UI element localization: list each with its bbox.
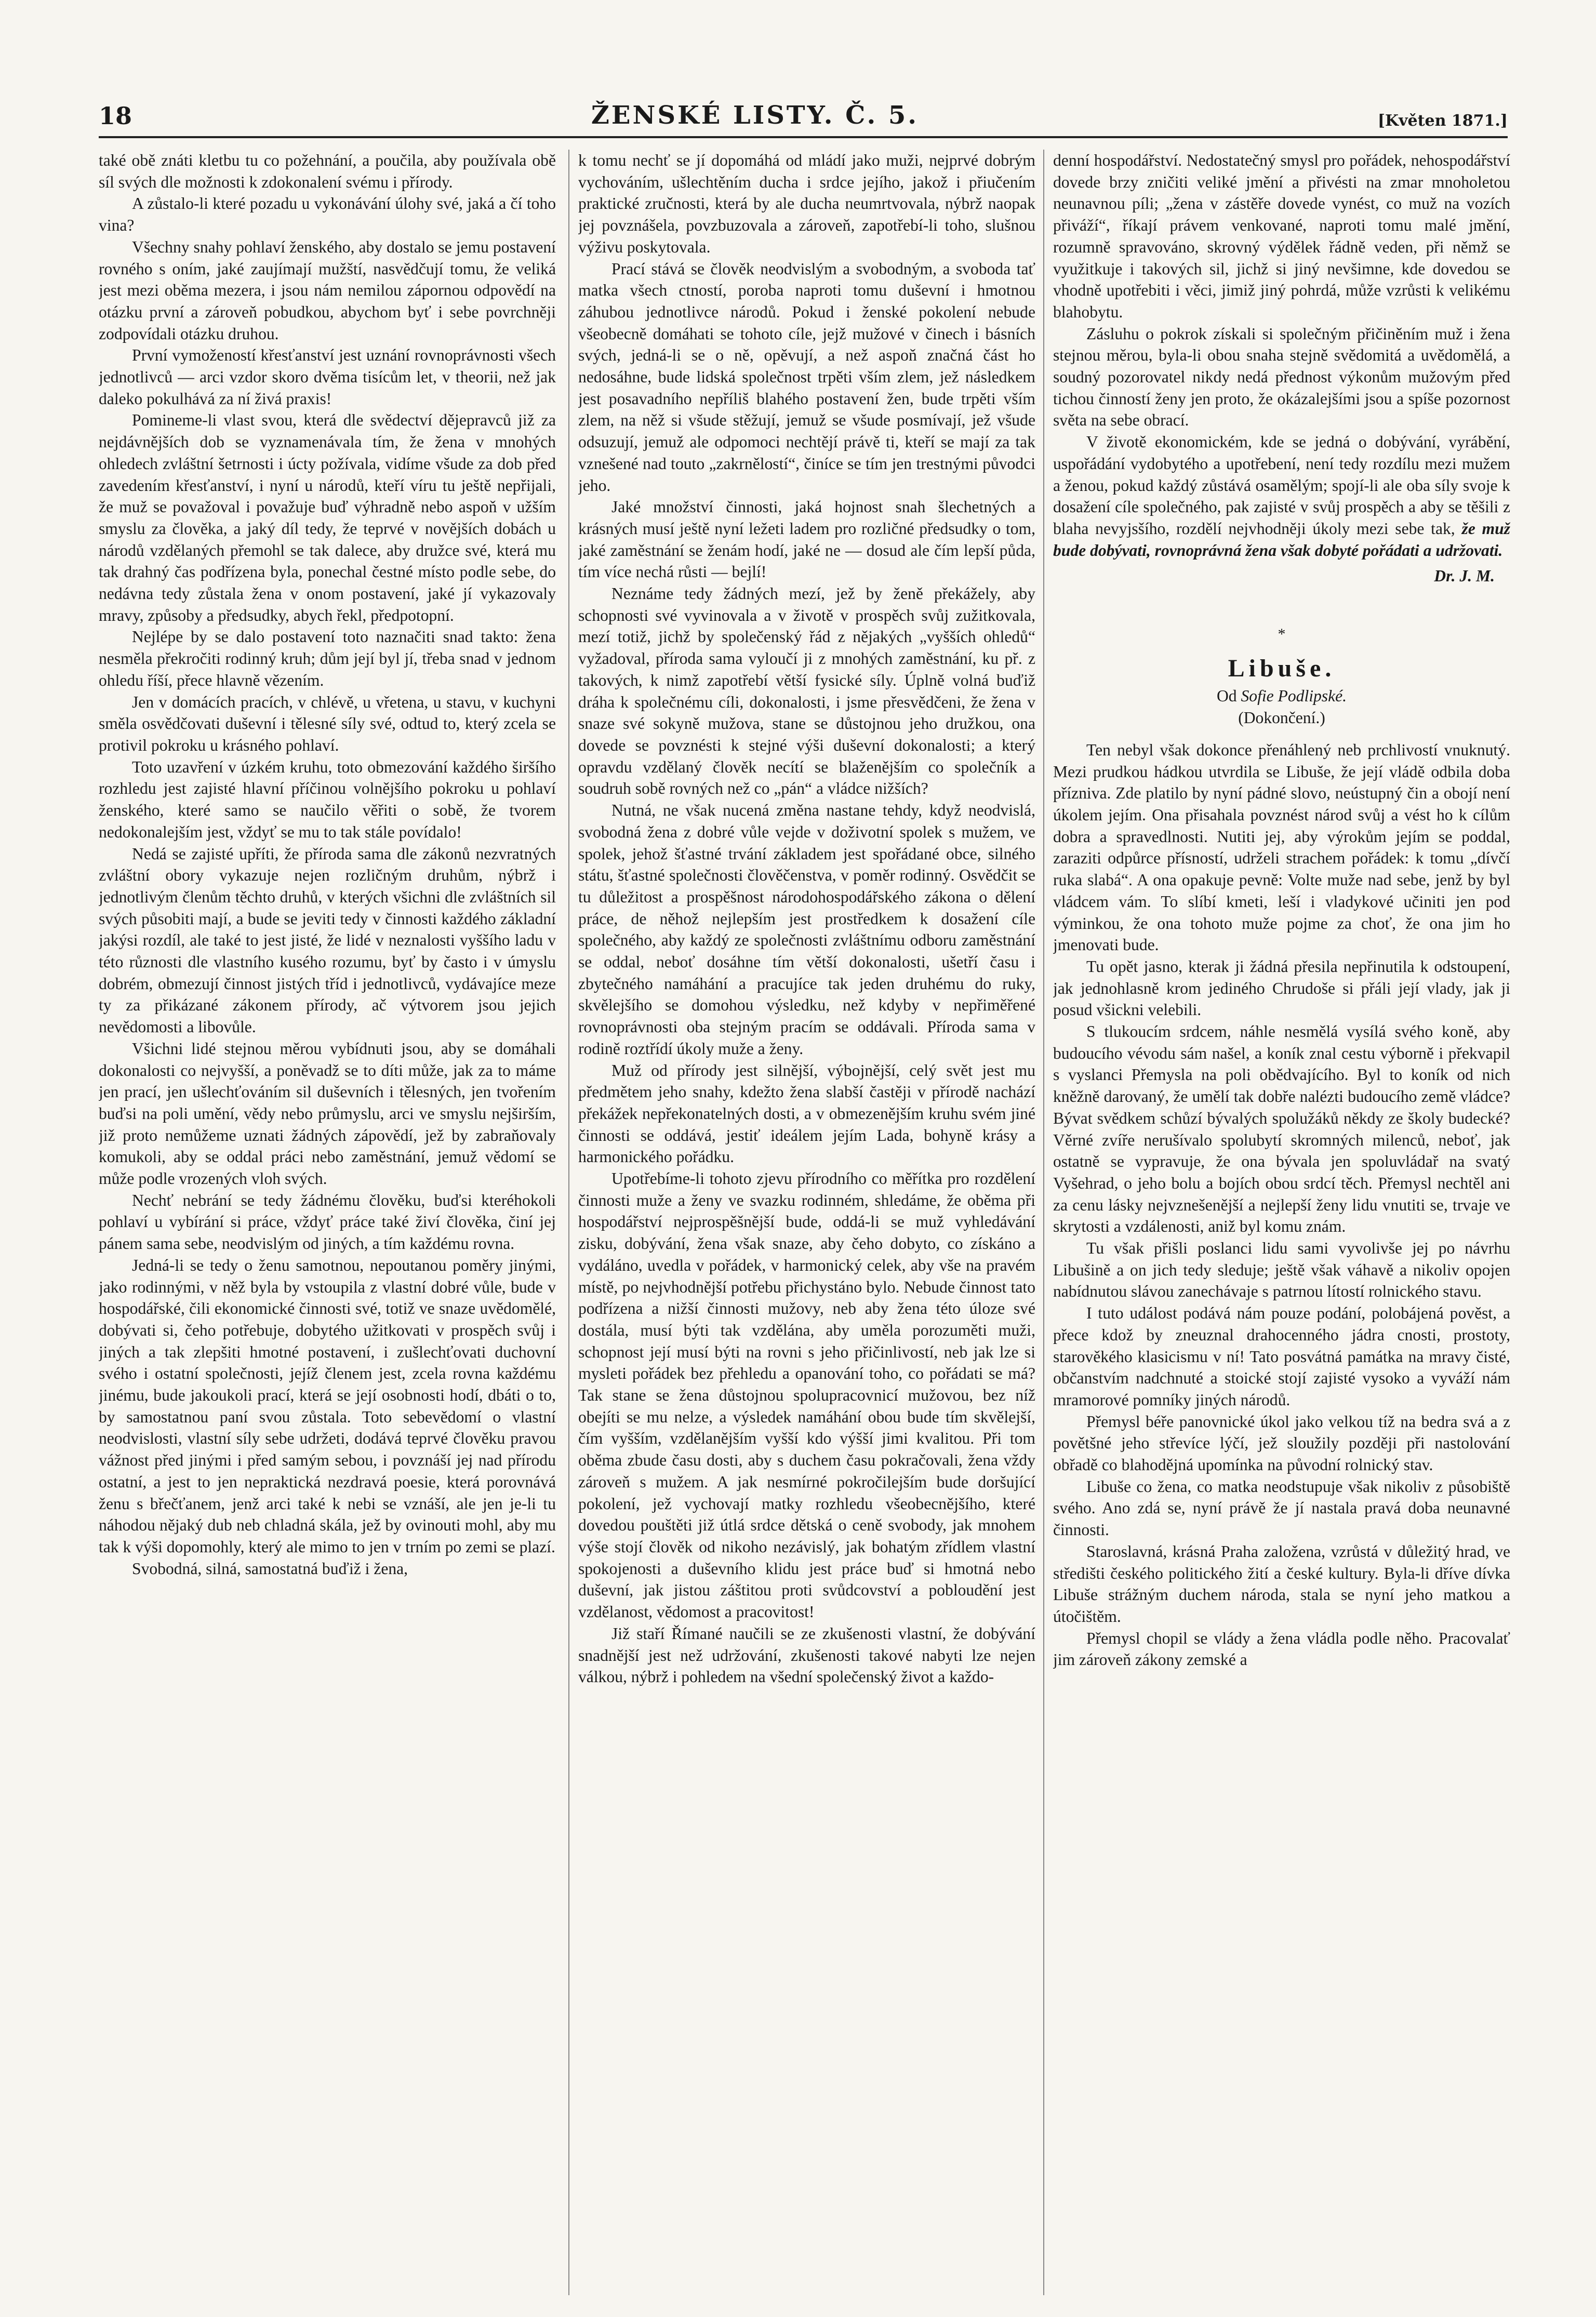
page-number: 18 [99, 102, 132, 130]
paragraph: Ten nebyl však dokonce přenáhlený neb prchlivostí vnuknutý. Mezi prudkou hádkou utvrdila se Libuše, že její vládě odbila doba přízniva. Zde platilo by nyní pádné slovo, neústupný čin a obojí není úkolem jejím. Ona přisahala povznést národ svůj a vést ho k cílům dobra a spravedlnosti. Nutiti jej, aby výrokům jejím se poddal, zaraziti odpůrce přísností, udrželi strachem pořádek: k tomu „dívčí ruka slabá“. A ona opakuje pevně: Volte muže nad sebe, jenž by byl vládcem vám. To slíbí kmeti, leší i vladykové učiniti jen pod výminkou, že ona tohoto muže pojme za choť, že ona jim ho jmenovati bude. [1053, 740, 1510, 954]
byline-author: Sofie Podlipské. [1241, 687, 1347, 705]
column-2 [578, 150, 1035, 2306]
column-divider [568, 150, 569, 2295]
journal-title: ŽENSKÉ LISTY. Č. 5. [591, 101, 919, 130]
paragraph: Neznáme tedy žádných mezí, jež by ženě překážely, aby schopnosti své vyvinovala a v životě v prospěch svůj zužitkovala, mezí totiž, jichž by společenský řád z nějakých „vyšších ohledů“ vyžadoval, příroda sama vyloučí ji z mnohých zaměstnání, ku př. z takových, k nimž zapotřebí větší fysické síly. Úplně volná buďiž dráha k společnému cíli, dokonalosti, i jsme přesvědčeni, že žena v snaze své sokyně mužova, stane se důstojnou jeho družkou, ona dovede se povznésti k stejné výši duševní dokonalosti; a který opravdu vzdělaný člověk necítí se blaženějším co společník a soudruh sobě rovných než co „pán“ a vládce nižších? [578, 584, 1035, 798]
paragraph: S tlukoucím srdcem, náhle nesmělá vysílá svého koně, aby budoucího vévodu sám našel, a koník znal cestu výborně i překvapil s vyslanci Přemysla na poli obědvajícího. Byl to koník od nich kněžně darovaný, že umělí tak dobře nalézti budoucího země vládce? Bývat svědkem schůzí bývalých spolužáků někdy ze školy budecké? Věrné zvíře nerušívalo spolubytí skromných milenců, neboť, jak ostatně se vypravuje, že ona bývala jen spoluvládař na svatý Vyšehrad, o jeho bolu a bojích obou srdcí těch. Přemysl nechtěl ani za cenu lásky nejvznešenější a nejlepší ženy lidu vnutiti se, trvaje ve skrytosti a vzdálenosti, aniž byl komu znám. [1053, 1022, 1510, 1236]
paragraph: Nejlépe by se dalo postavení toto naznačiti snad takto: žena nesměla překročiti rodinný kruh; dům její byl jí, třeba snad v jednom ohledu říší, přece hlavně vězením. [99, 628, 556, 689]
paragraph: Jen v domácích pracích, v chlévě, u vřetena, u stavu, v kuchyni směla osvědčovati duševní i tělesné síly své, odtud to, který zcela se protivil pokroku u krásného pohlaví. [99, 693, 556, 754]
paragraph: Nutná, ne však nucená změna nastane tehdy, když neodvislá, svobodná žena z dobré vůle vejde v doživotní spolek s mužem, ve spolek, jehož šťastné trvání základem jest spořádané obce, silného státu, šťastné společnosti člověčenstva, v poměr rodinný. Osvědčit se tu důležitost a prospěšnost národohospodářského zákona o dělení práce, de něhož nejlepším jest prostředkem k dosažení cíle společného, aby každý ze společnosti zvláštnímu odboru zaměstnání se oddal, neboť dosáhne tím větší dokonalosti, ušetří času i zbytečného namáhání a pracujíce tak jeden druhému do ruky, skvělejšího se domohou výsledku, než kdyby v nepřiměřené rovnoprávnosti oba stejným pracím se oddávali. Příroda sama v rodině roztřídí úkoly muže a ženy. [578, 801, 1035, 1058]
column-divider [1043, 150, 1044, 2295]
section-divider-star: * [1278, 625, 1286, 643]
paragraph: Nechť nebrání se tedy žádnému člověku, buďsi kteréhokoli pohlaví u vybírání si práce, vždyť práce také živí člověka, činí jej pánem sama sebe, neodvislým od jiných, a tím každému rovna. [99, 1191, 556, 1253]
page-header [99, 88, 1508, 130]
author-signature: Dr. J. M. [1434, 567, 1495, 585]
continuation-note: (Dokončení.) [1238, 709, 1325, 727]
paragraph: Staroslavná, krásná Praha založena, vzrůstá v důležitý hrad, ve středišti českého politického žití a české kultury. Byla-li dříve dívka Libuše strážným duchem národa, stala se nyní jeho matkou a útočištěm. [1053, 1542, 1510, 1626]
paragraph: Jedná-li se tedy o ženu samotnou, nepoutanou poměry jinými, jako rodinnými, v něž byla by vstoupila z vlastní dobré vůle, bude v hospodářské, čili ekonomické činnosti své, totiž ve snaze uvědomělé, dobývati si, čeho potřebuje, dobytého užitkovati v prospěch svůj i jiných a tak zlepšiti hmotné postavení, i zušlechťovati duchovní svého i ostatní společnosti, jejíž členem jest, zcela rovna každému jinému, bude jakoukoli prací, která se její osobnosti hodí, dbáti o to, by samostatnou paní svou zůstala. Toto sebevědomí o vlastní neodvislosti, vlastní síly sebe udržeti, dodává teprvé člověku pravou vážnost před jinými i před samým sebou, i povznáší jej nad přírodu ostatní, a jest to jen nepraktická nezdravá poesie, která porovnává ženu s břečťanem, jenž arci také k nebi se vznáší, ale jen je-li tu náhodou nějaký dub neb chladná skála, jež by ovinouti mohl, aby mu tak k výši dopomohly, který ale mimo to jen v trním po zemi se plazí. [99, 1256, 556, 1556]
paragraph: Toto uzavření v úzkém kruhu, toto obmezování každého širšího rozhledu jest zajisté hlavní příčinou volnějšího pokroku u pohlaví ženského, které samo se naučilo věřiti o sobě, že tvorem nedokonalejším jest, vždyť se mu to tak stále povídalo! [99, 757, 556, 841]
column-3 [1053, 150, 1510, 2306]
paragraph: Všechny snahy pohlaví ženského, aby dostalo se jemu postavení rovného s oním, jaké zaujímají mužští, nasvědčují tomu, že veliká jest mezi oběma mezera, i jsou nám nemilou zápornou odpovědí na otázku první a zároveň pobudkou, abychom byť i sebe povrchněji zodpovídali otázku druhou. [99, 237, 556, 343]
paragraph: Prací stává se člověk neodvislým a svobodným, a svoboda tať matka všech ctností, poroba naproti tomu duševní i hmotnou záhubou jednotlivce národů. Pokud i ženské pokolení nebude všeobecně domáhati se tohoto cíle, jejž mužové v činech i básních svých, jedná-li se o ně, opěvují, a než aspoň značná část ho nedosáhne, bude lidská společnost trpěti vším zlem, jež následkem jest posavadního nepříliš blahého postavení žen, bude trpěti vším zlem, na něž si všude stěžují, jemuž se všude posmívají, jež všude odsuzují, jemuž ale odpomoci nechtějí právě ti, kteří se mají za tak vznešené nad touto „zakrnělostí“, činíce se tím jen trestnými původci jeho. [578, 259, 1035, 495]
paragraph: Přemysl chopil se vlády a žena vládla podle něho. Pracovalať jim zároveň zákony zemské a [1053, 1629, 1510, 1669]
paragraph: Muž od přírody jest silnější, výbojnější, celý svět jest mu předmětem jeho snahy, kdežto žena slabší častěji v přírodě nachází překážek nepřekonatelných dosti, a v obmezenějším kruhu svém jiné činnosti se oddává, jestiť ideálem jejím Lada, bohyně krásy a harmonického pořádku. [578, 1061, 1035, 1166]
byline [1053, 685, 1510, 707]
paragraph: Svobodná, silná, samostatná buďiž i žena, [132, 1559, 408, 1578]
paragraph: Přemysl béře panovnické úkol jako velkou tíž na bedra svá a z povětšné jeho střevíce lýčí, jež sloužily později při nastolování obřadě co blahodějná upomínka na původní rolnický stav. [1053, 1412, 1510, 1474]
paragraph: Libuše co žena, co matka neodstupuje však nikoliv z působiště svého. Ano zdá se, nyní právě že jí nastala pravá doba neunavné činnosti. [1053, 1477, 1510, 1539]
paragraph: První vymožeností křesťanství jest uznání rovnoprávnosti všech jednotlivců — arci vzdor skoro dvěma tisícům let, v theorii, než jak daleko pokulhává za ní živá praxis! [99, 346, 556, 408]
paragraph: Zásluhu o pokrok získali si společným přičiněním muž i žena stejnou měrou, byla-li obou snaha stejně svědomitá a uvědomělá, a soudný pozorovatel nikdy nedá přednost výkonům mužovým před tichou činností ženy jen proto, že okázalejšími jsou a spíše pozornost světa na sebe obrací. [1053, 324, 1510, 430]
paragraph [1053, 431, 1510, 561]
paragraph: Všichni lidé stejnou měrou vybídnuti jsou, aby se domáhali dokonalosti co nejvyšší, a poněvadž se to díti může, jak za to máme jen prací, jen ušlechťováním sil duševních i tělesných, jen tvořením buďsi na poli umění, vědy nebo průmyslu, arci ve smyslu nejširším, již proto nemůžeme uznati žádných zápovědí, jež by zabraňovaly komukoli, aby se oddal práci nebo zaměstnání, jemuž vědomí se může podle vrozených vloh svých. [99, 1039, 556, 1188]
paragraph: denní hospodářství. Nedostatečný smysl pro pořádek, nehospodářství dovede brzy zničiti veliké jmění a přivésti na zmar mnoholetou neunavnou píli; „žena v zástěře dovede vynést, co muž na vozích přiváží“, říkají právem venkované, naproti tomu malé jmění, rozumně spravováno, skrovný výdělek řádně veden, při němž se využitkuje i takových sil, jichž si jiný nevšimne, kde dovedou se vhodně upotřebiti i věci, jimiž jiný pohrdá, může vzrůsti k velikému blahobytu. [1053, 151, 1510, 321]
paragraph: Již staří Římané naučili se ze zkušenosti vlastní, že dobývání snadnější jest než udržování, zkušenosti takové nabyti lze nejen válkou, nýbrž i pohledem na všední společenský život a každo- [578, 1624, 1035, 1686]
paragraph: Pomineme-li vlast svou, která dle svědectví dějepravců již za nejdávnějších dob se vyznamenávala tím, že žena v mnohých ohledech zvláštní šetrnosti i úcty požívala, vidíme všude za dob před zavedením křesťanství, i nyní u národů, kteří víru tu ještě nepřijali, že muž se považoval i považuje buď výhradně nebo aspoň v užším smyslu za člověka, a jaký díl tedy, že teprvé v novějších dobách u národů vzdělaných přemohl se tak dalece, aby družce své, která mu tak drahný čas podřízena byla, ponechal čestné místo podle sebe, do nedávna tedy zůstala žena v onom postavení, jaké jí vykazovaly mravy, způsoby a předsudky, abych řekl, předpotopní. [99, 411, 556, 624]
paragraph: Jaké množství činnosti, jaká hojnost snah šlechetných a krásných musí ještě nyní ležeti ladem pro rozličné předsudky o tom, jaké zaměstnání se ženám hodí, jaké ne — dosud ale čím lepší půda, tím více nechá růsti — bejlí! [578, 498, 1035, 581]
article-title: Libuše. [1228, 654, 1336, 682]
emphasized-text: že muž bude dobývati, rovnoprávná žena však dobyté pořádati a udržovati. [1053, 519, 1510, 560]
paragraph: I tuto událost podává nám pouze podání, polobájená pověst, a přece kdož by zneuznal drahocenného jádra cnosti, prostoty, starověkého klasicismu v ní! Tato posvátná památka na mravy čisté, občanstvím nadchnuté a stoické stojí zajisté vysoko a vyváží nám mramorové pomníky jiných národů. [1053, 1304, 1510, 1409]
column-1 [99, 150, 556, 2306]
paragraph: k tomu nechť se jí dopomáhá od mládí jako muži, nejprvé dobrým vychováním, ušlechtěním ducha i srdce jejího, jakož i přiučením praktické zručnosti, která by ale ducha neumrtvovala, nýbrž naopak jej povznášela, povzbuzovala a zároveň, zapotřebí-li toho, slušnou výživu poskytovala. [578, 151, 1035, 256]
header-rule [99, 136, 1508, 138]
paragraph: také obě znáti kletbu tu co požehnání, a poučila, aby používala obě síl svých dle možnosti k zdokonalení svému i přírody. [99, 151, 556, 191]
paragraph-text: V životě ekonomickém, kde se jedná o dobývání, vyrábění, uspořádání vydobytého a upotřebení, není tedy rozdílu mezi mužem a ženou, pokud každý zůstává osamělým; spojí-li ale oba síly svoje k dosažení cíle společného, pak zajisté v svůj prospěch a aby se těšili z blaha nevyjsšího, rozdělí nejvhodněji úkoly mezi sebe tak, [1053, 433, 1510, 538]
paragraph: A zůstalo-li které pozadu u vykonávání úlohy své, jaká a čí toho vina? [99, 194, 556, 235]
paragraph: Tu však přišli poslanci lidu sami vyvolivše jej po návrhu Libušině a on jich tedy sleduje; ještě však váhavě a nikoliv opojen nabídnutou slávou zanechávaje s patrnou lítostí rolnického stavu. [1053, 1239, 1510, 1301]
paragraph: Tu opět jasno, kterak ji žádná přesila nepřinutila k odstoupení, jak jednohlasně krom jediného Chrudoše si přáli její vlady, jak ji posud všickni velebili. [1053, 957, 1510, 1019]
paragraph: Upotřebíme-li tohoto zjevu přírodního co měřítka pro rozdělení činnosti muže a ženy ve svazku rodinném, shledáme, že oběma při hospodářství nejprospěšnější bude, oddá-li se muž vyhledávání zisku, dobývání, žena však snaze, aby čeho dobyto, co získáno a vydáláno, uvedla v pořádek, v harmonický celek, aby vše na pravém místě, po nejvhodnější potřebu přichystáno bylo. Nebude činnost tato podřízena a nižší činnosti mužovy, neb aby žena této úloze své dostála, musí býti tak vzdělána, aby uměla porozuměti muži, schopnost její musí býti na rovni s jeho přičinlivostí, neb jak lze si mysleti pořádek bez přehledu a opanování toho, co pořádati se má? Tak stane se žena důstojnou spolupracovnicí mužovou, bez níž obejíti se mu nelze, a výsledek namáhání obou bude tím skvělejší, čím vyšším, vzdělanějším vyšší kdo výšší jimi kvalitou. Při tom oběma zbude času dosti, aby s duchem času pokračovali, žena vždy zároveň s mužem. A jak nesmírné pokročilejším bude doršující pokolení, jež vychovají matky rozhledu všeobecnějšího, které dovedou pouštěti již útlá srdce dětská o ceně svobody, jak mnohem výše stojí člověk od nikoho nezávislý, jak bohatým zřídlem vlastní spokojenosti a duševního klidu jest práce buď si hmotná nebo duševní, jak jistou záštitou proti svůdcovství a pobloudění jest vzdělanost, vědomost a pracovitost! [578, 1169, 1035, 1621]
paragraph: Nedá se zajisté upříti, že příroda sama dle zákonů nezvratných zvláštní obory vykazuje nejen rozličným druhům, nýbrž i jednotlivým členům těchto druhů, v kterých všichni dle zvláštních sil svých působiti mají, a bude se jeviti tedy v činnosti každého základní jakýsi rozdíl, ale také to jest jisté, že lidé v neznalosti vyššího ladu v této různosti dle vlastního kusého rozumu, byť by často i v úmyslu dobrém, obmezují činnost jistých tříd i jednotlivců, vydávajíce meze ty za přikázané zákonem přírody, ač výtvorem jsou jejich nevědomosti a libovůle. [99, 844, 556, 1036]
byline-prefix: Od [1216, 687, 1237, 705]
issue-date: [Květen 1871.] [1377, 112, 1508, 130]
